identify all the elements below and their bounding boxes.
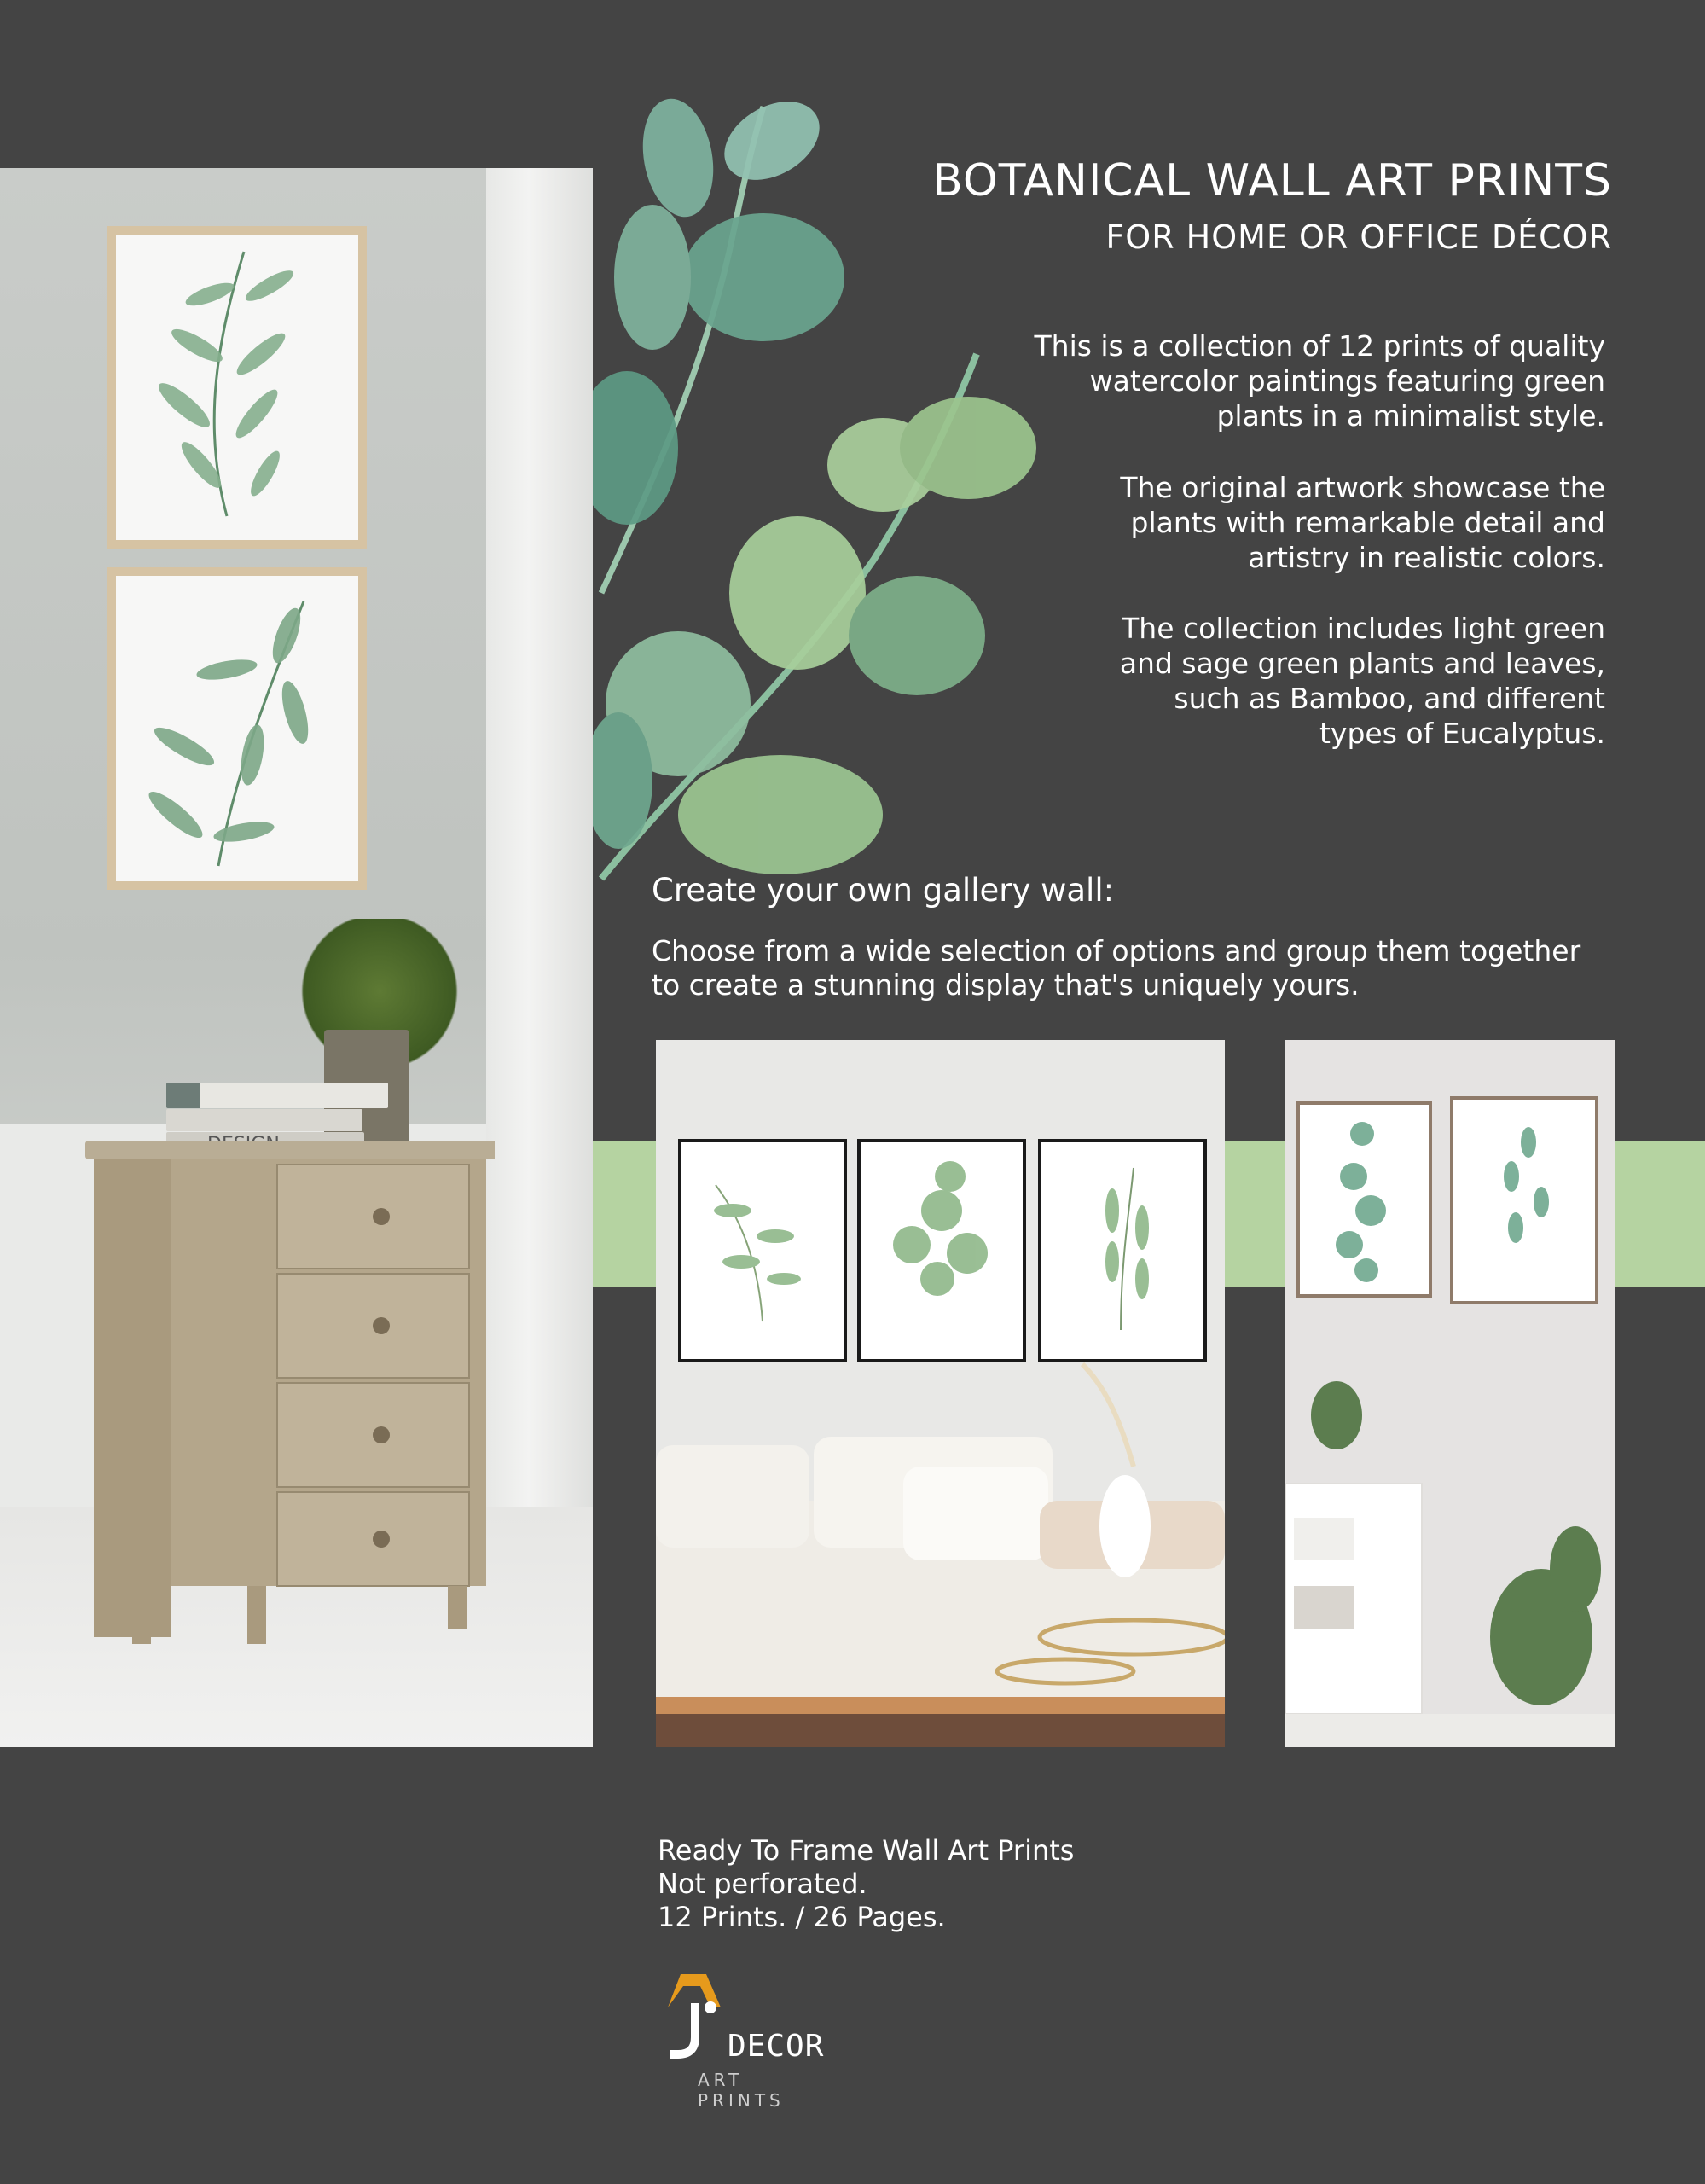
corner-room-scene [1285,1040,1615,1747]
text-line: artistry in realistic colors. [1248,541,1605,574]
text-line: The collection includes light green [1122,612,1605,645]
text-line: and sage green plants and leaves, [1119,647,1605,680]
text-line: watercolor paintings featuring green [1089,364,1605,398]
bedroom-corner-photo [1285,1040,1615,1747]
description-paragraph-1 [938,328,1605,433]
living-room-scene [656,1040,1225,1747]
framed-print-bottom [107,567,367,890]
wooden-dresser [85,1141,495,1644]
gallery-text [652,934,1633,1002]
description-paragraph-2 [938,470,1605,575]
logo-tagline: ART PRINTS [698,2070,785,2111]
text-line: plants in a minimalist style. [1216,399,1605,433]
text-line: plants with remarkable detail and [1130,506,1605,539]
footer-line-3: 12 Prints. / 26 Pages. [658,1901,946,1933]
text-line: types of Eucalyptus. [1319,717,1605,750]
framed-print-top [107,226,367,549]
gallery-heading: Create your own gallery wall: [652,872,1115,909]
description-paragraph-3 [938,611,1605,751]
text-line: to create a stunning display that's uniquely yours. [652,968,1360,1002]
book [166,1083,388,1108]
left-room-photo [0,168,593,1747]
footer-line-1: Ready To Frame Wall Art Prints [658,1834,1075,1867]
text-line: This is a collection of 12 prints of quality [1034,329,1605,363]
text-line: Choose from a wide selection of options and group them together [652,934,1581,967]
page-subtitle: FOR HOME OR OFFICE DÉCOR [1105,218,1612,256]
text-line: The original artwork showcase the [1120,471,1605,504]
page-title: BOTANICAL WALL ART PRINTS [932,155,1612,206]
living-room-photo [656,1040,1225,1747]
leaf-branch-illustration [116,235,358,540]
decor-logo [659,1969,830,2111]
logo-word: DECOR [728,2029,825,2064]
leaf-branch-illustration [116,576,358,881]
book [166,1109,362,1131]
text-line: such as Bamboo, and different [1174,682,1605,715]
footer-line-2: Not perforated. [658,1867,867,1900]
